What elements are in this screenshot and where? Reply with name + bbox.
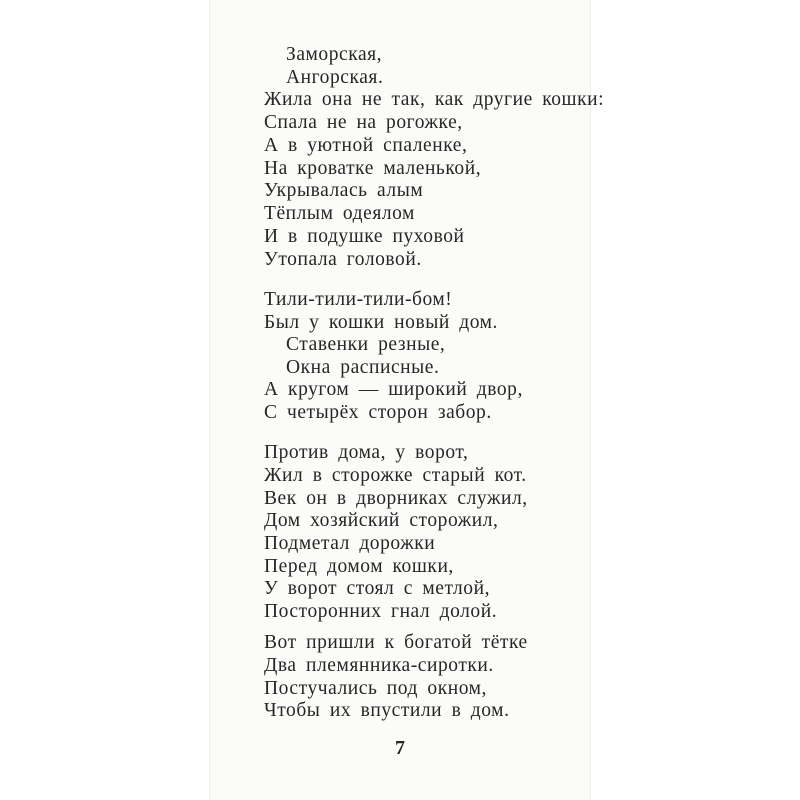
poem-line: Посторонних гнал долой. (264, 601, 498, 622)
poem-line: Постучались под окном, (264, 678, 487, 699)
poem-line: Тили-тили-тили-бом! (264, 289, 453, 310)
poem-line: А кругом — широкий двор, (264, 379, 523, 400)
poem-line: Ставенки резные, (286, 334, 446, 355)
poem-line: А в уютной спаленке, (264, 135, 468, 156)
page-number: 7 (395, 737, 405, 759)
poem-line: Ангорская. (286, 67, 384, 88)
poem-line: У ворот стоял с метлой, (264, 578, 491, 599)
poem-line: Век он в дворниках служил, (264, 488, 528, 509)
poem-line: Против дома, у ворот, (264, 442, 469, 463)
poem-line: С четырёх сторон забор. (264, 402, 492, 423)
poem-line: Жила она не так, как другие кошки: (264, 89, 605, 110)
poem-line: Дом хозяйский сторожил, (264, 510, 499, 531)
poem-line: Подметал дорожки (264, 533, 436, 554)
poem-line: Утопала головой. (264, 249, 422, 270)
poem-line: Был у кошки новый дом. (264, 312, 498, 333)
poem-line: Заморская, (286, 44, 383, 65)
poem-line: И в подушке пуховой (264, 226, 465, 247)
poem-line: Чтобы их впустили в дом. (264, 700, 510, 721)
poem-line: Окна расписные. (286, 357, 440, 378)
poem-line: Спала не на рогожке, (264, 112, 463, 133)
poem-line: Жил в сторожке старый кот. (264, 465, 527, 486)
poem-line: Тёплым одеялом (264, 203, 415, 224)
poem-line: На кроватке маленькой, (264, 158, 482, 179)
poem-line: Два племянника-сиротки. (264, 655, 494, 676)
poem-line: Укрывалась алым (264, 180, 424, 201)
poem-line: Вот пришли к богатой тётке (264, 632, 528, 653)
poem-line: Перед домом кошки, (264, 556, 454, 577)
